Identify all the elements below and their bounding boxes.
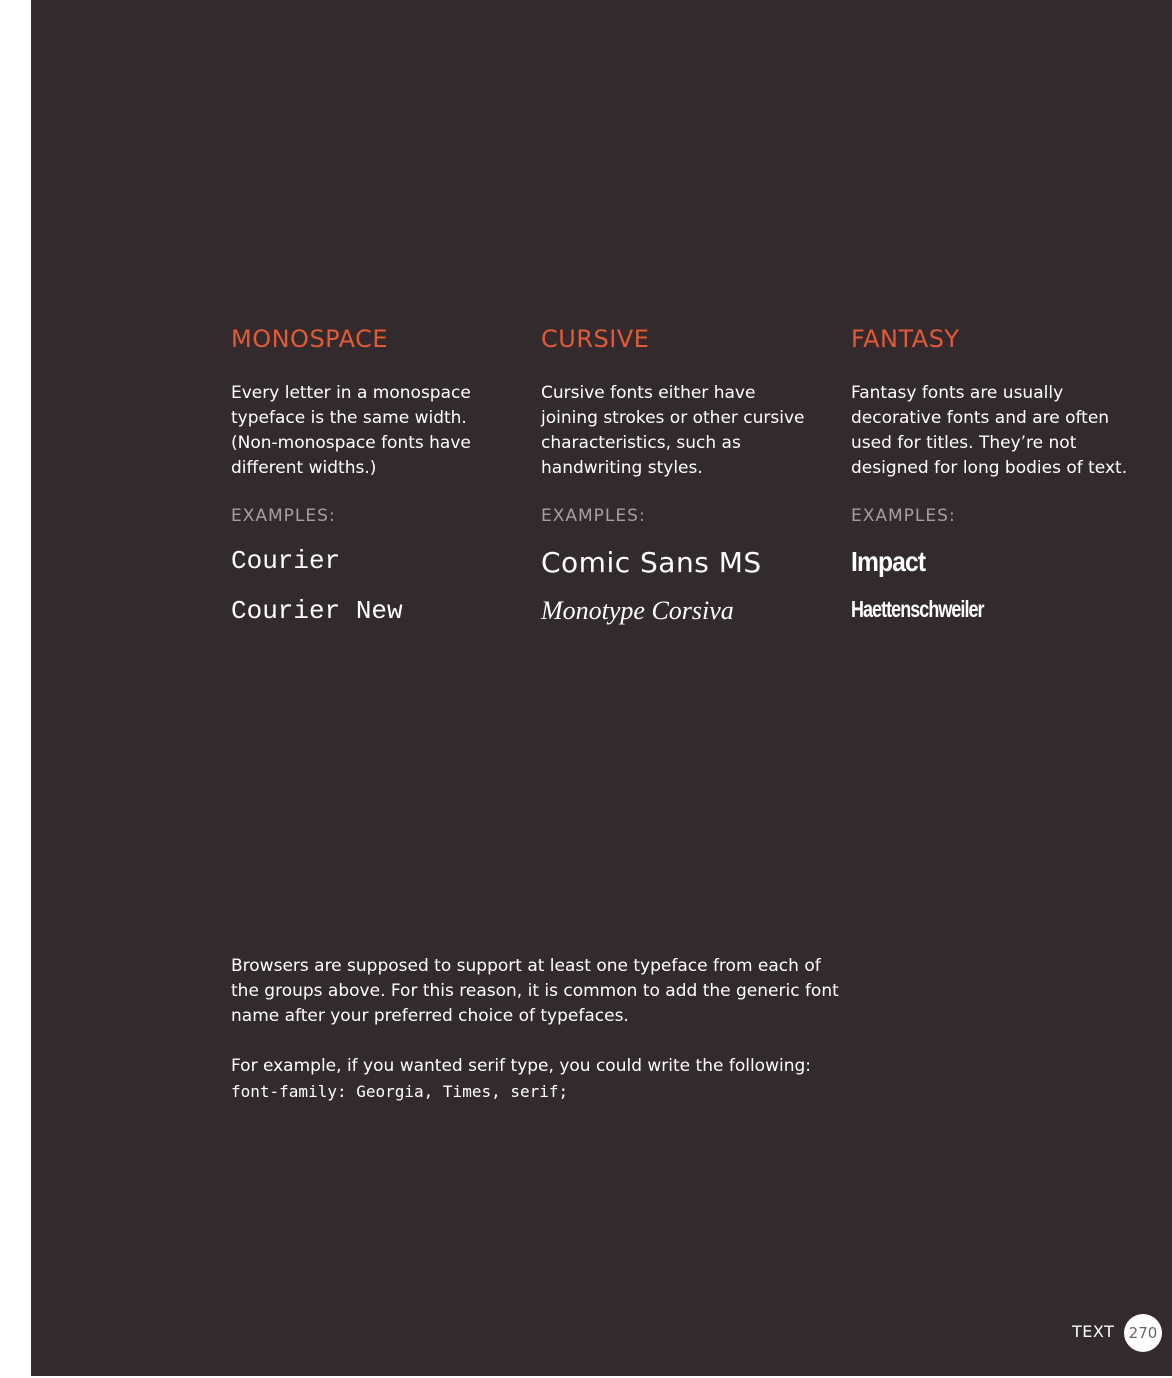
example-courier: Courier	[231, 546, 341, 576]
description-line: handwriting styles.	[541, 458, 703, 478]
examples-label: EXAMPLES:	[231, 506, 336, 526]
fantasy-description	[851, 381, 1128, 481]
description-line: joining strokes or other cursive	[541, 408, 805, 428]
note-line: Browsers are supposed to support at least one typeface from each of	[231, 956, 821, 976]
fantasy-heading: FANTASY	[851, 325, 960, 353]
fantasy-column	[851, 324, 1128, 622]
note-line: the groups above. For this reason, it is common to add the generic font	[231, 981, 839, 1001]
page-background	[31, 0, 1172, 1376]
description-line: Fantasy fonts are usually	[851, 383, 1064, 403]
description-line: typeface is the same width.	[231, 408, 467, 428]
examples-label: EXAMPLES:	[851, 506, 956, 526]
description-line: used for titles. They’re not	[851, 433, 1077, 453]
section-label: TEXT	[1072, 1322, 1115, 1341]
generic-font-note	[231, 954, 839, 1104]
code-example: font-family: Georgia, Times, serif;	[231, 1082, 569, 1101]
example-monotype-corsiva: Monotype Corsiva	[541, 596, 734, 625]
cursive-description	[541, 381, 811, 481]
cursive-column	[541, 324, 811, 625]
description-line: designed for long bodies of text.	[851, 458, 1128, 478]
example-impact: Impact	[851, 546, 926, 577]
example-intro-line: For example, if you wanted serif type, you could write the following:	[231, 1056, 811, 1076]
description-line: Cursive fonts either have	[541, 383, 756, 403]
description-line: (Non-monospace fonts have	[231, 433, 471, 453]
example-comic-sans: Comic Sans MS	[541, 546, 762, 579]
page-number-badge: 270	[1124, 1314, 1162, 1352]
examples-label: EXAMPLES:	[541, 506, 646, 526]
example-haettenschweiler: Haettenschweiler	[851, 596, 984, 622]
monospace-column	[231, 324, 501, 626]
cursive-heading: CURSIVE	[541, 325, 650, 353]
description-line: characteristics, such as	[541, 433, 741, 453]
description-line: decorative fonts and are often	[851, 408, 1110, 428]
monospace-heading: MONOSPACE	[231, 325, 389, 353]
monospace-description	[231, 381, 501, 481]
description-line: Every letter in a monospace	[231, 383, 471, 403]
description-line: different widths.)	[231, 458, 377, 478]
note-line: name after your preferred choice of typefaces.	[231, 1006, 629, 1026]
example-courier-new: Courier New	[231, 596, 403, 626]
